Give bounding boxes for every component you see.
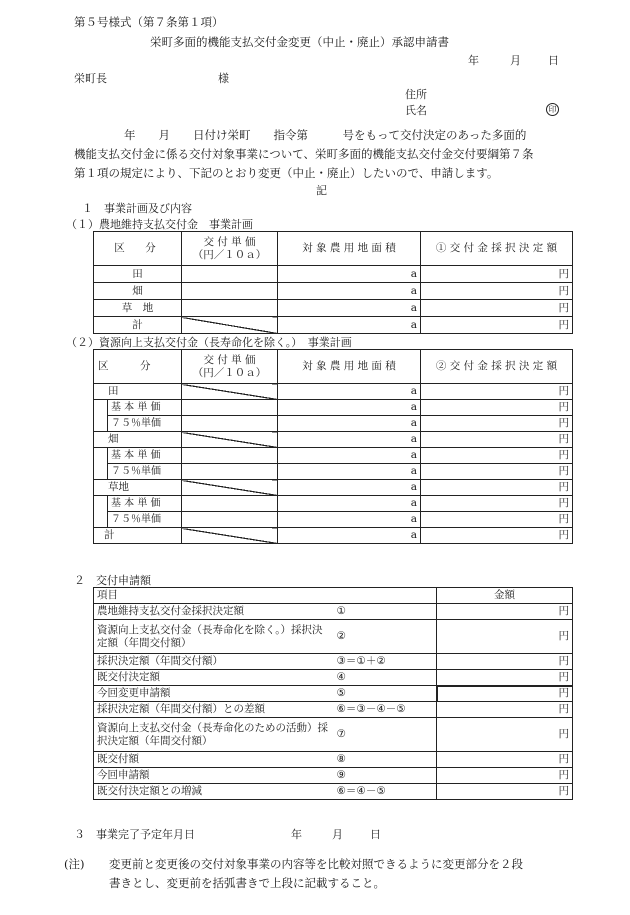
area-cell[interactable]: a <box>278 464 421 480</box>
unit-price-cell[interactable] <box>182 512 278 528</box>
amount-cell[interactable]: 円 <box>421 432 573 448</box>
table-row <box>94 654 573 670</box>
row-label: 計 <box>94 528 182 544</box>
row-label: 畑 <box>94 432 182 448</box>
item-label: 農地維持支払交付金採択決定額 <box>94 604 334 620</box>
area-cell[interactable]: a <box>278 400 421 416</box>
unit-price-cell[interactable] <box>182 266 278 283</box>
amount-cell[interactable]: 円 <box>437 702 573 718</box>
amount-cell[interactable]: 円 <box>437 784 573 800</box>
item-label: 資源向上支払交付金（長寿命化を除く。）採択決定額（年間交付額） <box>94 620 334 654</box>
table-row <box>94 416 573 432</box>
indent-cell <box>94 448 108 464</box>
formula: ④ <box>334 670 437 686</box>
name-label: 氏名 <box>405 104 427 117</box>
row-label: 草地 <box>94 480 182 496</box>
table-row <box>94 496 573 512</box>
table-resource-improvement <box>93 349 573 544</box>
amount-cell[interactable]: 円 <box>421 283 573 300</box>
date-month: 月 <box>510 54 521 67</box>
unit-price-cell[interactable] <box>182 464 278 480</box>
amount-cell[interactable]: 円 <box>421 480 573 496</box>
completion-day: 日 <box>370 828 381 841</box>
ki-mark: 記 <box>316 184 327 197</box>
subsection-1-heading: （１）農地維持支払交付金 事業計画 <box>66 218 253 231</box>
area-cell[interactable]: a <box>278 432 421 448</box>
unit-price-cell[interactable] <box>182 416 278 432</box>
table-row <box>94 266 573 283</box>
header-area: 対 象 農 用 地 面 積 <box>278 350 421 384</box>
area-cell[interactable]: a <box>278 266 421 283</box>
formula: ⑥＝③－④－⑤ <box>334 702 437 718</box>
table-row <box>94 604 573 620</box>
address-label: 住所 <box>405 88 427 101</box>
header-item: 項目 <box>94 588 437 604</box>
section-2-heading: ２ 交付申請額 <box>74 574 151 587</box>
unit-price-cell[interactable] <box>182 448 278 464</box>
header-unit-price-unit: （円／１０ａ） <box>192 366 267 379</box>
item-label: 既交付額 <box>94 752 334 768</box>
row-label: 計 <box>94 317 182 334</box>
table-row <box>94 784 573 800</box>
indent-cell <box>94 512 108 528</box>
table-row <box>94 512 573 528</box>
unit-price-cell[interactable] <box>182 283 278 300</box>
area-cell[interactable]: a <box>278 480 421 496</box>
item-label: 採択決定額（年間交付額） <box>94 654 334 670</box>
amount-cell[interactable]: 円 <box>421 384 573 400</box>
unit-price-cell[interactable] <box>182 300 278 317</box>
header-unit-price <box>182 350 278 384</box>
unit-price-cell[interactable] <box>182 400 278 416</box>
item-label: 採択決定額（年間交付額）との差額 <box>94 702 334 718</box>
amount-cell[interactable]: 円 <box>421 448 573 464</box>
formula: ③＝①＋② <box>334 654 437 670</box>
date-day: 日 <box>548 54 559 67</box>
table-row <box>94 400 573 416</box>
amount-cell[interactable]: 円 <box>421 266 573 283</box>
table-row <box>94 620 573 654</box>
amount-cell[interactable]: 円 <box>437 604 573 620</box>
table-row <box>94 317 573 334</box>
amount-cell[interactable]: 円 <box>421 400 573 416</box>
area-cell[interactable]: a <box>278 384 421 400</box>
date-year: 年 <box>468 54 479 67</box>
table-row <box>94 768 573 784</box>
table-row <box>94 283 573 300</box>
amount-cell[interactable]: 円 <box>437 718 573 752</box>
addressee: 栄町長 <box>74 72 107 85</box>
row-label: ７５％単価 <box>108 512 182 528</box>
area-cell[interactable]: a <box>278 528 421 544</box>
table-row <box>94 528 573 544</box>
table-row <box>94 670 573 686</box>
area-cell[interactable]: a <box>278 416 421 432</box>
row-label: 田 <box>94 384 182 400</box>
amount-cell[interactable]: 円 <box>437 620 573 654</box>
header-category <box>94 350 182 384</box>
body-line-2: 機能支払交付金に係る交付対象事業について、栄町多面的機能支払交付金交付要綱第７条 <box>74 147 534 161</box>
amount-cell[interactable]: 円 <box>437 670 573 686</box>
header-area: 対 象 農 用 地 面 積 <box>278 232 421 266</box>
formula: ⑦ <box>334 718 437 752</box>
indent-cell <box>94 496 108 512</box>
table-application-amount <box>93 587 573 800</box>
amount-cell[interactable]: 円 <box>437 654 573 670</box>
amount-cell[interactable]: 円 <box>437 768 573 784</box>
table-row <box>94 480 573 496</box>
row-label: 基 本 単 価 <box>108 496 182 512</box>
table-row <box>94 702 573 718</box>
header-decision-amount: ① 交 付 金 採 択 決 定 額 <box>421 232 573 266</box>
completion-month: 月 <box>332 828 343 841</box>
formula: ② <box>334 620 437 654</box>
item-label: 資源向上支払交付金（長寿命化のための活動）採択決定額（年間交付額） <box>94 718 334 752</box>
table-farmland-maintenance <box>93 231 573 334</box>
formula: ⑧ <box>334 752 437 768</box>
header-category-text: 区 分 <box>98 360 151 372</box>
header-decision-amount: ② 交 付 金 採 択 決 定 額 <box>421 350 573 384</box>
formula: ① <box>334 604 437 620</box>
item-label: 既交付決定額との増減 <box>94 784 334 800</box>
body-line-3: 第１項の規定により、下記のとおり変更（中止・廃止）したいので、申請します。 <box>74 166 499 180</box>
section-1-heading: １ 事業計画及び内容 <box>82 202 192 215</box>
header-category: 区 分 <box>94 232 182 266</box>
amount-cell[interactable]: 円 <box>421 416 573 432</box>
formula: ⑤ <box>334 686 437 702</box>
row-label: 田 <box>94 266 182 283</box>
diagonal-cell <box>182 432 278 448</box>
item-label: 今回変更申請額 <box>94 686 334 702</box>
note-line-2: 書きとし、変更前を括弧書きで上段に記載すること。 <box>109 876 385 890</box>
diagonal-cell <box>182 384 278 400</box>
formula: ⑥＝④－⑤ <box>334 784 437 800</box>
header-unit-price-label: 交 付 単 価 <box>203 353 256 366</box>
amount-cell[interactable]: 円 <box>421 464 573 480</box>
formula: ⑨ <box>334 768 437 784</box>
table-row <box>94 432 573 448</box>
row-label: ７５％単価 <box>108 416 182 432</box>
table-row <box>94 718 573 752</box>
table-row <box>94 464 573 480</box>
table-row <box>94 384 573 400</box>
amount-cell[interactable]: 円 <box>421 496 573 512</box>
note-line-1: 変更前と変更後の交付対象事業の内容等を比較対照できるように変更部分を２段 <box>109 857 523 871</box>
amount-cell[interactable]: 円 <box>421 300 573 317</box>
diagonal-cell <box>182 317 278 334</box>
indent-cell <box>94 400 108 416</box>
unit-price-cell[interactable] <box>182 496 278 512</box>
diagonal-cell <box>182 480 278 496</box>
header-amount: 金額 <box>437 588 573 604</box>
amount-cell[interactable]: 円 <box>421 512 573 528</box>
table-row <box>94 300 573 317</box>
area-cell[interactable]: a <box>278 317 421 334</box>
row-label: 基 本 単 価 <box>108 448 182 464</box>
row-label: 草 地 <box>94 300 182 317</box>
area-cell[interactable]: a <box>278 496 421 512</box>
amount-cell[interactable]: 円 <box>437 752 573 768</box>
section-3-heading: ３ 事業完了予定年月日 <box>74 828 195 841</box>
header-unit-price <box>182 232 278 266</box>
document-title: 栄町多面的機能支払交付金変更（中止・廃止）承認申請書 <box>150 35 449 49</box>
amount-cell[interactable]: 円 <box>421 317 573 334</box>
table-row <box>94 686 573 702</box>
table-row <box>94 448 573 464</box>
seal-char: 印 <box>546 103 559 116</box>
area-cell[interactable]: a <box>278 300 421 317</box>
table-row <box>94 752 573 768</box>
amount-cell[interactable]: 円 <box>437 686 573 702</box>
row-label: ７５％単価 <box>108 464 182 480</box>
area-cell[interactable]: a <box>278 512 421 528</box>
header-unit-price-unit: （円／１０ａ） <box>192 248 267 261</box>
item-label: 今回申請額 <box>94 768 334 784</box>
note-label: (注) <box>64 857 85 871</box>
row-label: 畑 <box>94 283 182 300</box>
indent-cell <box>94 416 108 432</box>
amount-cell[interactable]: 円 <box>421 528 573 544</box>
honorific: 様 <box>218 72 229 85</box>
indent-cell <box>94 464 108 480</box>
form-id: 第５号様式（第７条第１項） <box>74 15 224 29</box>
row-label: 基 本 単 価 <box>108 400 182 416</box>
area-cell[interactable]: a <box>278 283 421 300</box>
header-unit-price-label: 交 付 単 価 <box>203 235 256 248</box>
body-line-1: 年 月 日付け栄町 指令第 号をもって交付決定のあった多面的 <box>124 128 527 142</box>
subsection-2-heading: （２）資源向上支払交付金（長寿命化を除く。） 事業計画 <box>66 336 352 349</box>
diagonal-cell <box>182 528 278 544</box>
completion-year: 年 <box>291 828 302 841</box>
area-cell[interactable]: a <box>278 448 421 464</box>
seal-mark <box>546 102 559 116</box>
item-label: 既交付決定額 <box>94 670 334 686</box>
